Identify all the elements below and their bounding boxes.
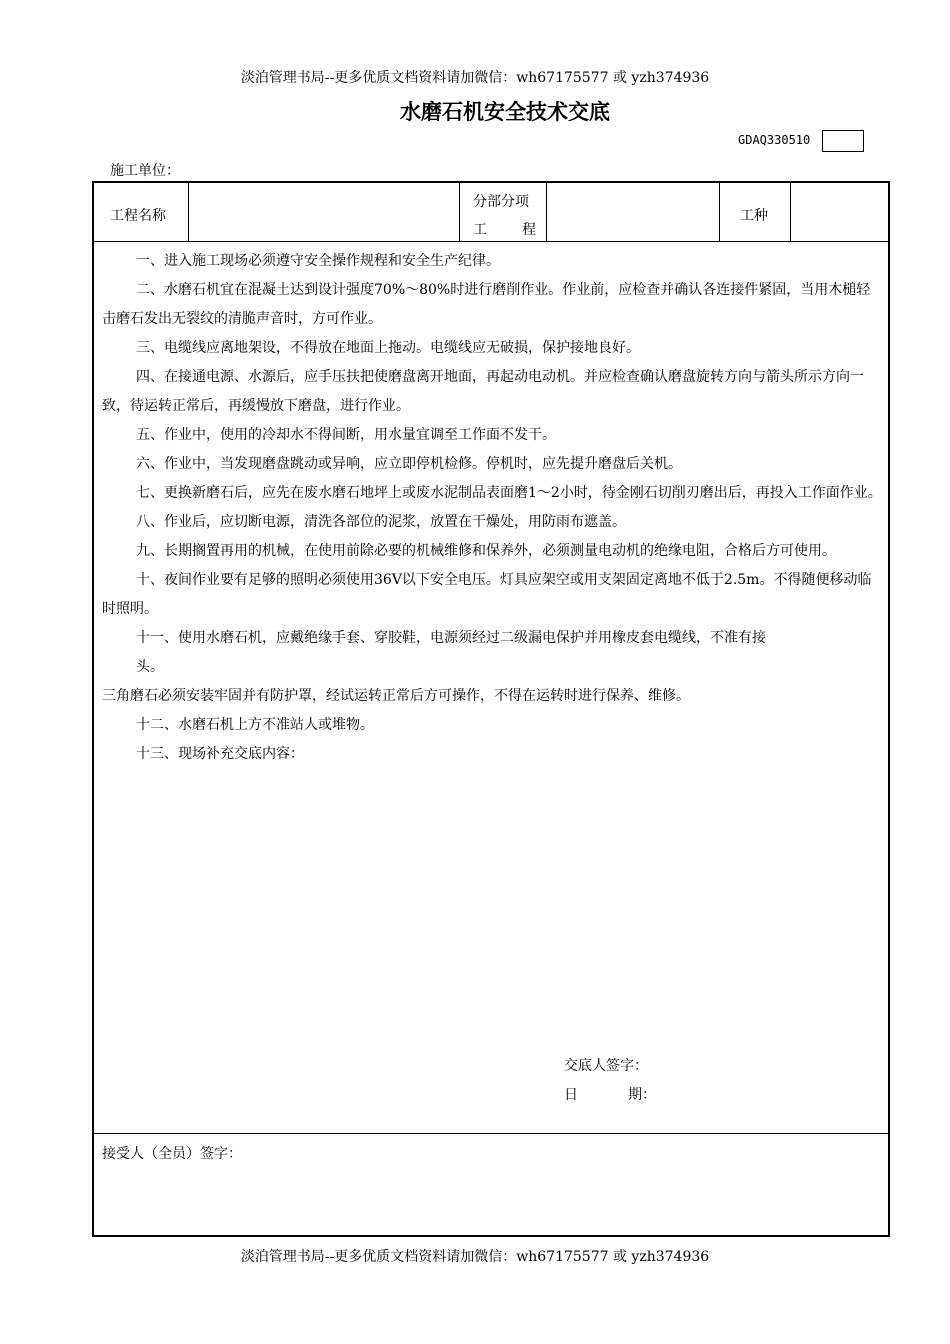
list-item: 六、作业中，当发现磨盘跳动或异响，应立即停机检修。停机时，应先提升磨盘后关机。	[136, 456, 682, 472]
trade-value[interactable]	[792, 185, 886, 239]
list-item: 十一、使用水磨石机，应戴绝缘手套、穿胶鞋，电源须经过二级漏电保护并用橡皮套电缆线，不准有接	[136, 630, 766, 646]
list-item: 七、更换新磨石后，应先在废水磨石地坪上或废水泥制品表面磨1～2小时，待金刚石切削刃磨出后，再投入工作面作业。	[136, 485, 882, 501]
project-name-value[interactable]	[190, 185, 458, 239]
trade-label: 工种	[740, 208, 768, 224]
receiver-signature-label: 接受人（全员）签字：	[102, 1146, 242, 1162]
list-item: 二、水磨石机宜在混凝土达到设计强度70%～80%时进行磨削作业。作业前，应检查并确认各连接件紧固，当用木槌轻击磨石发出无裂纹的清脆声音时，方可作业。	[102, 282, 871, 327]
divider	[94, 241, 888, 242]
list-item: 五、作业中，使用的冷却水不得间断，用水量宜调至工作面不发干。	[136, 427, 556, 443]
date-label-b: 期：	[628, 1087, 656, 1103]
sub-project-value[interactable]	[548, 185, 718, 239]
form-code: GDAQ330510	[738, 133, 811, 147]
divider	[188, 183, 189, 241]
date-label-a: 日	[564, 1087, 578, 1103]
construction-unit-label: 施工单位：	[110, 163, 180, 179]
disclosure-content	[102, 247, 882, 769]
list-item: 三角磨石必须安装牢固并有防护罩，经试运转正常后方可操作，不得在运转时进行保养、维修。	[102, 688, 690, 704]
list-item: 三、电缆线应离地架设，不得放在地面上拖动。电缆线应无破损，保护接地良好。	[136, 340, 640, 356]
list-item: 十、夜间作业要有足够的照明必须使用36V以下安全电压。灯具应架空或用支架固定离地不低于2.5m。不得随便移动临时照明。	[102, 572, 872, 617]
header-note: 淡泊管理书局--更多优质文档资料请加微信：wh67175577 或 yzh374936	[240, 70, 710, 86]
page-title: 水磨石机安全技术交底	[400, 100, 610, 124]
sub-project-label: 分部分项	[473, 194, 529, 210]
list-item: 八、作业后，应切断电源，清洗各部位的泥浆，放置在干燥处，用防雨布遮盖。	[136, 514, 626, 530]
list-item: 十三、现场补充交底内容：	[136, 746, 304, 762]
disclosure-form	[92, 181, 890, 1237]
sub-project-label-b: 程	[522, 222, 536, 238]
list-item: 九、长期搁置再用的机械，在使用前除必要的机械维修和保养外，必须测量电动机的绝缘电阻，合格后方可使用。	[136, 543, 836, 559]
discloser-signature-label: 交底人签字：	[564, 1058, 648, 1074]
list-item: 一、进入施工现场必须遵守安全操作规程和安全生产纪律。	[136, 253, 500, 269]
divider	[546, 183, 547, 241]
form-code-box	[822, 130, 864, 152]
divider	[790, 183, 791, 241]
list-item: 头。	[136, 659, 164, 675]
project-name-label: 工程名称	[110, 208, 166, 224]
sub-project-label-a: 工	[473, 222, 487, 238]
divider	[94, 1133, 888, 1134]
divider	[719, 183, 720, 241]
divider	[459, 183, 460, 241]
footer-note: 淡泊管理书局--更多优质文档资料请加微信：wh67175577 或 yzh374936	[240, 1249, 710, 1265]
list-item: 四、在接通电源、水源后，应手压扶把使磨盘离开地面，再起动电动机。并应检查确认磨盘旋转方向与箭头所示方向一致，待运转正常后，再缓慢放下磨盘，进行作业。	[102, 369, 864, 414]
list-item: 十二、水磨石机上方不准站人或堆物。	[136, 717, 374, 733]
